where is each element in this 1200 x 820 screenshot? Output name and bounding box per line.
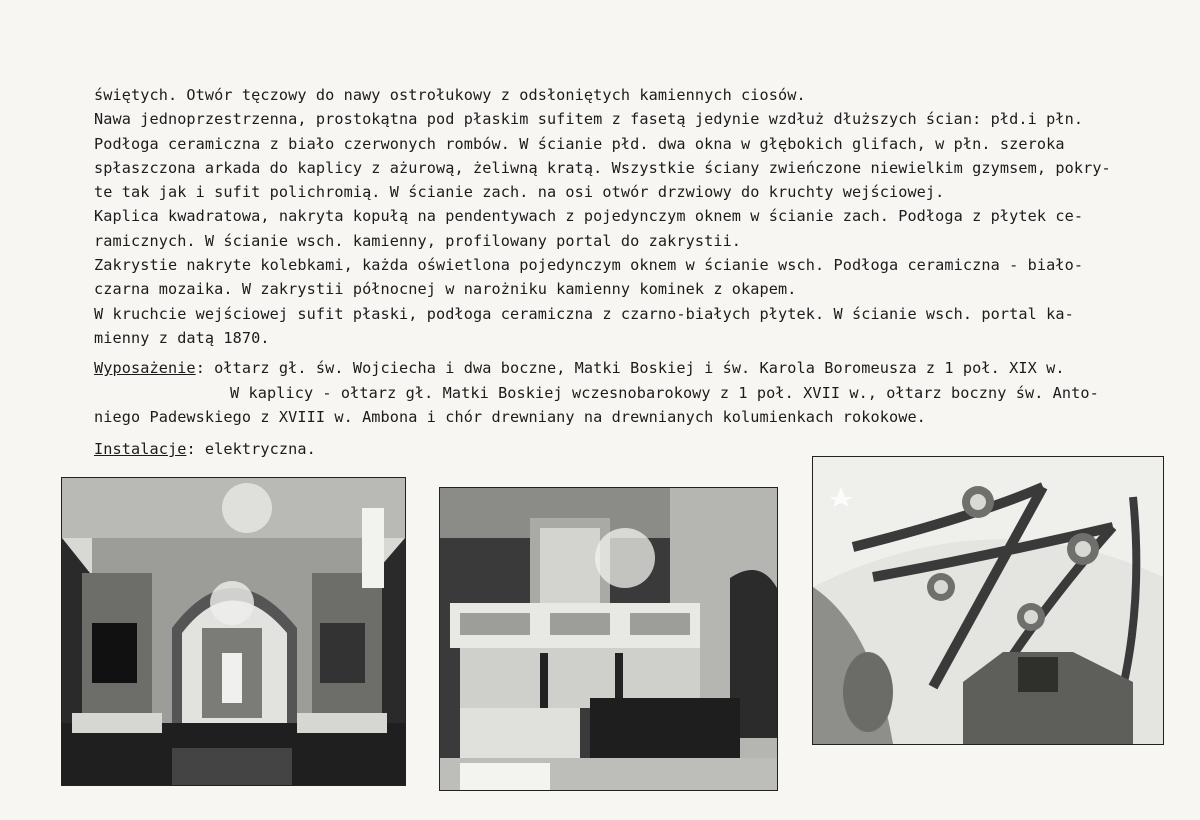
text-line: mienny z datą 1870. — [94, 328, 270, 347]
photo-nave-altar — [62, 478, 405, 785]
photo-organ-choir — [440, 488, 777, 790]
text-line: Zakrystie nakryte kolebkami, każda oświetlona pojedynczym oknem w ścianie wsch. Podłoga ceramiczna - biało- — [94, 256, 1084, 275]
text-line: te tak jak i sufit polichromią. W ścianie zach. na osi otwór drzwiowy do kruchty wejściowej. — [94, 183, 945, 202]
wyposazenie-line-3: niego Padewskiego z XVIII w. Ambona i chór drewniany na drewnianych kolumienkach rokokowe. — [94, 407, 926, 426]
text-line: Nawa jednoprzestrzenna, prostokątna pod płaskim sufitem z fasetą jedynie wzdłuż dłuższych ścian: płd.i płn. — [94, 110, 1084, 129]
wyposazenie-line — [94, 356, 1174, 380]
text-line: W kruchcie wejściowej sufit płaski, podłoga ceramiczna z czarno-białych płytek. W ścianie wsch. portal ka- — [94, 304, 1074, 323]
wyposazenie-line-2: W kaplicy - ołtarz gł. Matki Boskiej wczesnobarokowy z 1 poł. XVII w., ołtarz boczny św. Anto- — [230, 383, 1099, 402]
text-line: spłaszczona arkada do kaplicy z ażurową, żeliwną kratą. Wszystkie ściany zwieńczone niewielkim gzymsem, pokry- — [94, 158, 1111, 177]
text-line: ramicznych. W ścianie wsch. kamienny, profilowany portal do zakrystii. — [94, 231, 742, 250]
instalacje-label: Instalacje — [94, 440, 187, 459]
text-line: czarna mozaika. W zakrystii północnej w narożniku kamienny kominek z okapem. — [94, 280, 797, 299]
wyposazenie-label: Wyposażenie — [94, 359, 196, 378]
photo-vault-ceiling — [813, 457, 1163, 744]
wyposazenie-text: : ołtarz gł. św. Wojciecha i dwa boczne, Matki Boskiej i św. Karola Boromeusza z 1 poł. XIX w. — [195, 359, 1065, 378]
text-line: świętych. Otwór tęczowy do nawy ostrołukowy z odsłoniętych kamiennych ciosów. — [94, 86, 806, 104]
instalacje-text: : elektryczna. — [186, 440, 316, 459]
text-line: Kaplica kwadratowa, nakryta kopułą na pendentywach z pojedynczym oknem w ścianie zach. Podłoga z płytek ce- — [94, 207, 1084, 226]
text-line: Podłoga ceramiczna z biało czerwonych rombów. W ścianie płd. dwa okna w głębokich glifach, w płn. szeroka — [94, 134, 1065, 153]
description-text — [94, 83, 1174, 461]
